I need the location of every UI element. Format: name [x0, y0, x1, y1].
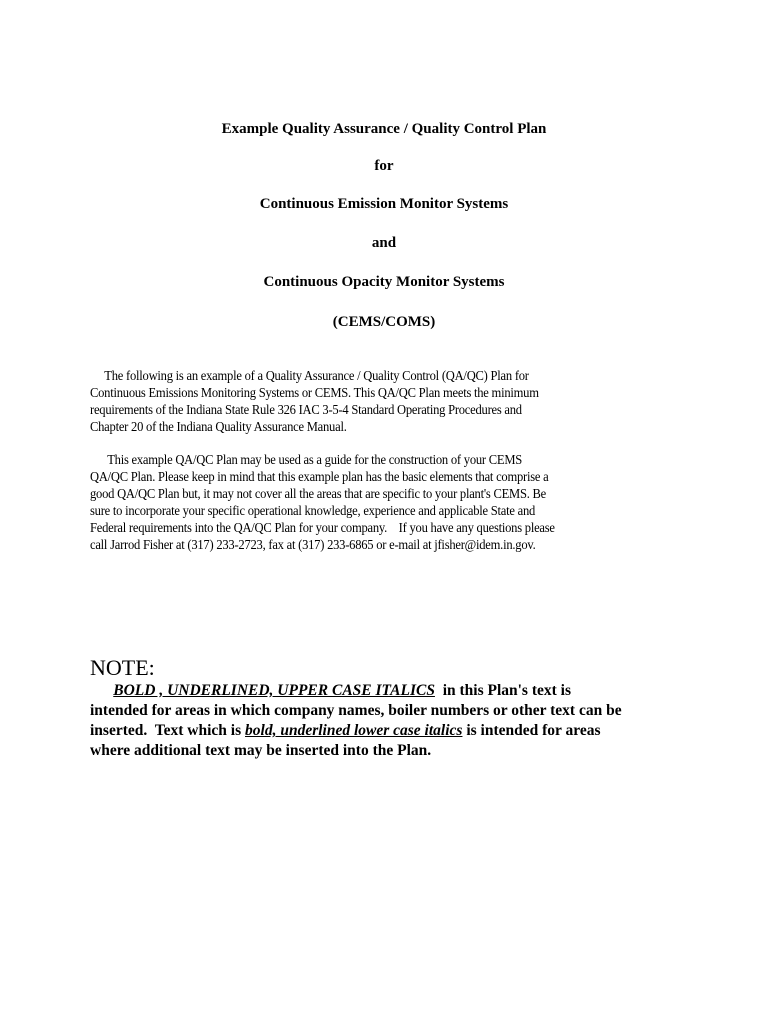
- paragraph-line: QA/QC Plan. Please keep in mind that this example plan has the basic elements that comprise a: [90, 469, 549, 484]
- note-text: is intended for areas: [462, 722, 601, 739]
- document-title: Example Quality Assurance / Quality Control Plan: [221, 121, 547, 137]
- guide-paragraph: [90, 451, 648, 553]
- title-coms-line: Continuous Opacity Monitor Systems: [263, 274, 505, 290]
- note-text: inserted. Text which is: [90, 722, 246, 739]
- note-line-3: [90, 721, 690, 741]
- title-cems-line: Continuous Emission Monitor Systems: [259, 196, 509, 212]
- note-body: [90, 681, 690, 761]
- note-emphasis-lower: bold, underlined lower case italics: [245, 722, 463, 739]
- note-line-4: where additional text may be inserted into the Plan.: [90, 742, 432, 759]
- note-emphasis-upper: BOLD , UNDERLINED, UPPER CASE ITALICS: [113, 682, 435, 699]
- paragraph-line: Continuous Emissions Monitoring Systems or CEMS. This QA/QC Plan meets the minimum: [90, 385, 539, 400]
- paragraph-line: Federal requirements into the QA/QC Plan for your company. If you have any questions please: [90, 520, 555, 535]
- paragraph-line: good QA/QC Plan but, it may not cover all the areas that are specific to your plant's CEMS. Be: [90, 486, 547, 501]
- title-acronym: (CEMS/COMS): [332, 314, 436, 330]
- paragraph-line: This example QA/QC Plan may be used as a guide for the construction of your CEMS: [90, 452, 523, 467]
- note-indent: [90, 682, 113, 699]
- paragraph-line: sure to incorporate your specific operational knowledge, experience and applicable State and: [90, 503, 536, 518]
- paragraph-line: The following is an example of a Quality Assurance / Quality Control (QA/QC) Plan for: [90, 368, 529, 383]
- intro-paragraph: [90, 367, 648, 435]
- title-connector-and: and: [371, 235, 397, 251]
- note-text: in this Plan's text is: [434, 682, 572, 699]
- note-line-1: [90, 681, 690, 701]
- paragraph-line: Chapter 20 of the Indiana Quality Assurance Manual.: [90, 419, 347, 434]
- note-heading: NOTE:: [90, 655, 155, 680]
- paragraph-line: requirements of the Indiana State Rule 326 IAC 3-5-4 Standard Operating Procedures and: [90, 402, 522, 417]
- note-line-2: intended for areas in which company names, boiler numbers or other text can be: [90, 702, 622, 719]
- paragraph-line: call Jarrod Fisher at (317) 233-2723, fax at (317) 233-6865 or e-mail at jfisher@idem.in.gov.: [90, 537, 536, 552]
- title-connector-for: for: [374, 158, 394, 174]
